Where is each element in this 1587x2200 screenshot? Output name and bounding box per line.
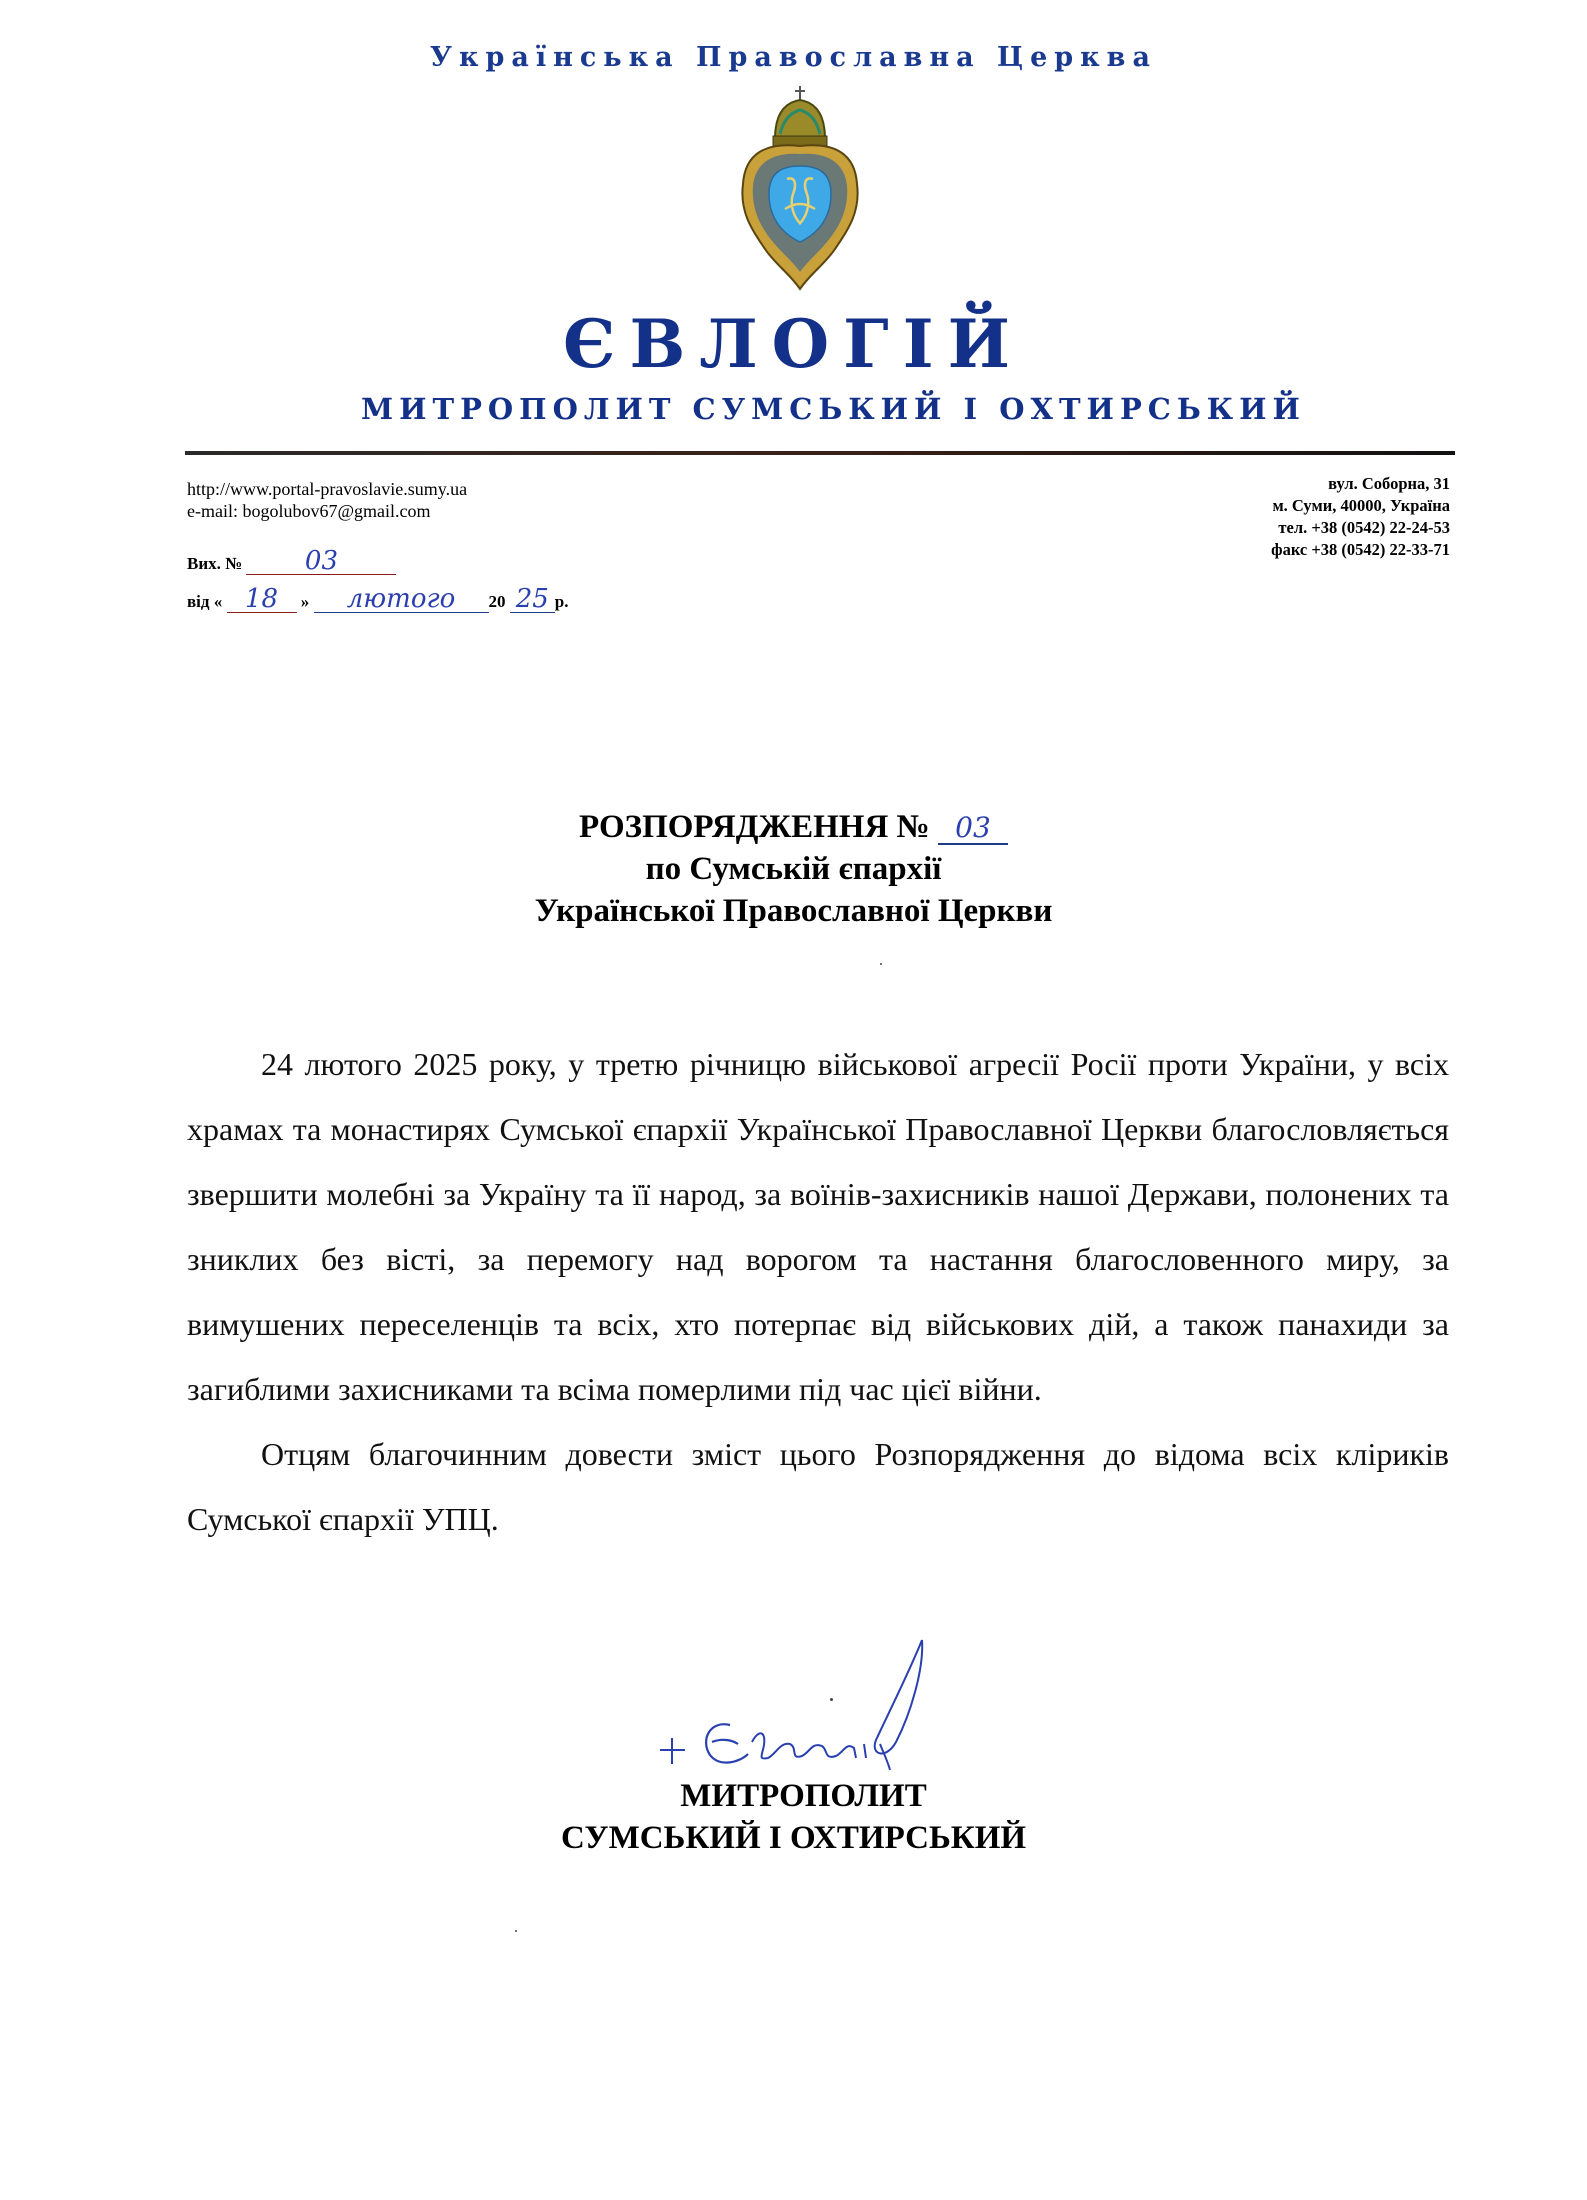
contacts-address: [1271, 473, 1450, 561]
outgoing-number-label: Вих. №: [187, 554, 243, 573]
date-day: 18: [227, 586, 297, 613]
date-year-suffix: 25: [510, 586, 555, 613]
order-subtitle-line1: по Сумській єпархії: [645, 851, 942, 887]
metropolitan-rank: МИТРОПОЛИТ СУМСЬКИЙ І ОХТИРСЬКИЙ: [361, 392, 1306, 426]
outgoing-reference: [187, 548, 568, 624]
document-title: [0, 806, 1587, 932]
contacts-online: [187, 478, 467, 522]
order-subtitle-line2: Української Православної Церкви: [534, 893, 1053, 929]
order-title-label: РОЗПОРЯДЖЕННЯ №: [579, 809, 930, 845]
metropolitan-coat-of-arms-icon: [735, 84, 865, 294]
date-month: лютого: [314, 586, 489, 613]
order-number: 03: [938, 813, 1008, 845]
signatory-title: [0, 1775, 1587, 1859]
signatory-line1: МИТРОПОЛИТ: [680, 1778, 927, 1814]
email-link[interactable]: e-mail: bogolubov67@gmail.com: [187, 501, 431, 521]
date-prefix: від «: [187, 592, 223, 611]
signatory-line2: СУМСЬКИЙ І ОХТИРСЬКИЙ: [560, 1820, 1027, 1856]
document-body: [187, 1032, 1449, 1552]
outgoing-number-value: 03: [246, 548, 396, 575]
scan-speck: [880, 963, 882, 965]
address-street: вул. Соборна, 31: [1328, 474, 1450, 493]
scan-speck: [515, 1930, 517, 1932]
date-year-mark: р.: [554, 592, 569, 611]
date-day-close: »: [300, 592, 310, 611]
address-city: м. Суми, 40000, Україна: [1272, 496, 1450, 515]
body-paragraph: 24 лютого 2025 року, у третю річницю військової агресії Росії проти України, у всіх храмах та монастирях Сумської єпархії Української Православної Церкви благословляється звершити молебні за Україну та її народ, за воїнів-захисників нашої Держави, полонених та зниклих без вісті, за перемогу над ворогом та настання благословенного миру, за вимушених переселенців та всіх, хто потерпає від військових дій, а також панахиди за загиблими захисниками та всіма померлими під час цієї війни.: [187, 1046, 1449, 1407]
fax-number: факс +38 (0542) 22-33-71: [1271, 540, 1450, 559]
scan-speck: [830, 1698, 833, 1701]
metropolitan-name: ЄВЛОГІЙ: [563, 305, 1024, 383]
signature-block: [0, 1630, 1587, 1870]
date-year-prefix: 20: [488, 592, 506, 611]
header-divider: [185, 451, 1455, 455]
phone-number: тел. +38 (0542) 22-24-53: [1278, 518, 1450, 537]
church-name-heading: Українська Православна Церква: [430, 42, 1157, 73]
website-link[interactable]: http://www.portal-pravoslavie.sumy.ua: [187, 479, 468, 499]
body-paragraph: Отцям благочинним довести зміст цього Розпорядження до відома всіх кліриків Сумської єпархії УПЦ.: [187, 1436, 1449, 1537]
